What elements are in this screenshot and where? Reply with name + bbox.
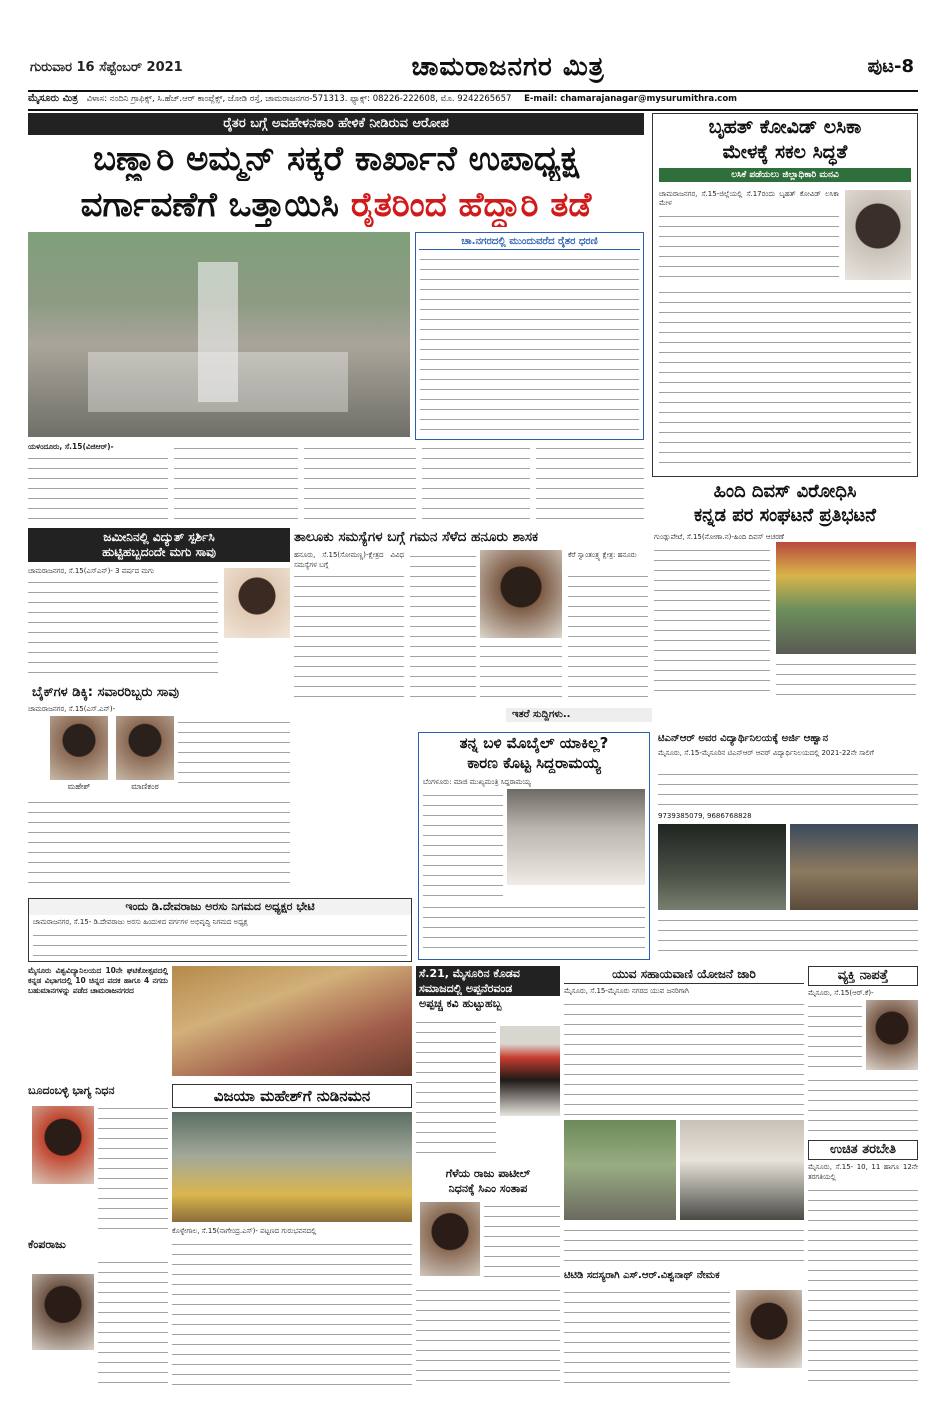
vijaya-body-start: ಕೊಳ್ಳೇಗಾಲ, ಸೆ.15(ನಾಗೇಂದ್ರ.ಎಸ್)- ಪಟ್ಟಣದ ಗುರುಭವನದಲ್ಲಿ xyxy=(172,1227,317,1235)
lead-body-start: ಯಳಂದೂರು, ಸೆ.15(ವಿಜಿಆರ್)- xyxy=(28,442,114,451)
hindi-body-start: ಗುಂಡ್ಲುಪೇಟೆ, ಸೆ.15(ನೋಣಾ.ನ)-ಹಿಂದಿ ದಿವಸ್ ಆಚರಣೆ xyxy=(654,533,784,541)
lead-kicker: ರೈತರ ಬಗ್ಗೆ ಅವಹೇಳನಕಾರಿ ಹೇಳಿಕೆ ನೀಡಿರುವ ಆರೋಪ xyxy=(28,113,644,135)
issue-date: ಗುರುವಾರ 16 ಸೆಪ್ಟೆಂಬರ್ 2021 xyxy=(30,60,183,75)
hostel-photo-1 xyxy=(658,824,786,910)
taluk-col3-start: ಕೆರೆ ಸ್ವಾಂತಂತ್ರ್ಯ ಕ್ಷೇತ್ರ: ಹನೂರು xyxy=(568,551,637,559)
training-story xyxy=(808,1140,918,1390)
siddu-story xyxy=(418,732,650,960)
page-header xyxy=(28,52,918,92)
obit-1-photo xyxy=(32,1106,94,1184)
covid-headline-2: ಮೇಳಕ್ಕೆ ಸಕಲ ಸಿದ್ಧತೆ xyxy=(722,141,848,163)
obit-2 xyxy=(28,1238,168,1388)
bike-story xyxy=(28,684,290,894)
kodava-headline-1: ಸೆ.21, ಮೈಸೂರಿನ ಕೊಡವ xyxy=(416,966,560,981)
lead-headline-2a: ವರ್ಗಾವಣೆಗೆ ಒತ್ತಾಯಿಸಿ xyxy=(80,185,339,225)
victim-caption-2: ಮಾಣಿಕಂಠ xyxy=(131,782,159,791)
contact-email: E-mail: chamarajanagar@mysurumithra.com xyxy=(524,94,738,104)
hindi-headline-2: ಕನ್ನಡ ಪರ ಸಂಘಟನೆ ಪ್ರತಿಭಟನೆ xyxy=(693,505,877,526)
covid-story xyxy=(652,113,918,477)
taluk-headline: ತಾಲೂಕು ಸಮಸ್ಯೆಗಳ ಬಗ್ಗೆ ಗಮನ ಸೆಳೆದ ಹನೂರು ಶಾಸಕ xyxy=(294,529,539,545)
vijaya-photo xyxy=(172,1112,412,1222)
univ-photo xyxy=(172,966,412,1076)
taluk-story xyxy=(294,528,648,704)
lead-sidebox xyxy=(415,232,644,440)
gelaya-headline-1: ಗೆಳೆಯ ರಾಜು ಪಾಟೀಲ್ xyxy=(445,1167,531,1180)
electric-body-start: ಚಾಮರಾಜನಗರ, ಸೆ.15(ಎಸ್‌ಎನ್)- 3 ವರ್ಷದ ಮಗು xyxy=(28,567,155,575)
electric-headline-1: ಜಮೀನಿನಲ್ಲಿ ವಿದ್ಯುತ್ ಸ್ಪರ್ಶಿಸಿ xyxy=(103,530,215,544)
lead-headline-1: ಬಣ್ಣಾರಿ ಅಮ್ಮನ್ ಸಕ್ಕರೆ ಕಾರ್ಖಾನೆ ಉಪಾಧ್ಯಕ್ಷ xyxy=(92,139,579,179)
ttd-photo xyxy=(736,1290,802,1368)
child-photo xyxy=(224,568,290,638)
taluk-body-start: ಹನೂರು, ಸೆ.15(ಸೋಮಣ್ಣ)-ಕ್ಷೇತ್ರದ ವಿವಿಧ ಸಮಸ್ಯೆಗಳ ಬಗ್ಗೆ xyxy=(294,551,404,569)
hostel-photo-2 xyxy=(790,824,918,910)
mla-photo xyxy=(480,550,562,638)
tnr-phone: 9739385079, 9686768828 xyxy=(658,812,752,820)
misc-label: ಇತರೆ ಸುದ್ದಿಗಳು.. xyxy=(506,708,652,722)
protest-group-photo xyxy=(776,542,916,654)
sidebox-title: ಚಾ.ನಗರದಲ್ಲಿ ಮುಂದುವರೆದ ರೈತರ ಧರಣಿ xyxy=(419,236,640,250)
lead-headline-2 xyxy=(28,183,644,227)
missing-story xyxy=(808,966,918,1136)
victim-photo-2 xyxy=(116,716,174,780)
kodava-story xyxy=(416,966,560,1164)
bike-headline: ಬೈಕ್‌ಗಳ ಡಿಕ್ಕಿ: ಸವಾರರಿಬ್ಬರು ಸಾವು xyxy=(32,685,179,700)
notice-box xyxy=(28,898,412,962)
gelaya-headline-2: ನಿಧನಕ್ಕೆ ಸಿಎಂ ಸಂತಾಪ xyxy=(448,1182,528,1195)
page-number: ಪುಟ-8 xyxy=(867,56,914,77)
helpline-photo-1 xyxy=(564,1120,676,1220)
contact-address: ವಿಳಾಸ: ನಂದಿನಿ ಗ್ರಾಫಿಕ್ಸ್, ಸಿ.ಹೆಚ್.ಆರ್ ಕಾಂಪ್ಲೆಕ್ಸ್, ಜೋಡಿ ರಸ್ತೆ, ಚಾಮರಾಜನಗರ-571313. ಫ್ಯಾಕ್ಸ್: 08226-222608, ಮೊ. 9242265657 xyxy=(86,94,512,104)
masthead-title: ಚಾಮರಾಜನಗರ ಮಿತ್ರ xyxy=(411,52,605,82)
bike-body-start: ಚಾಮರಾಜನಗರ, ಸೆ.15(ಎಸ್.ಎನ್)- xyxy=(28,705,116,713)
notice-body: ಚಾಮರಾಜನಗರ, ಸೆ.15- ಡಿ.ದೇವರಾಜು ಅರಸು ಹಿಂದುಳಿದ ವರ್ಗಗಳ ಅಭಿವೃದ್ಧಿ ನಿಗಮದ ಅಧ್ಯಕ್ಷ xyxy=(33,918,248,926)
victim-photo-1 xyxy=(50,716,108,780)
helpline-story xyxy=(564,966,804,1266)
brand-name: ಮೈಸೂರು ಮಿತ್ರ xyxy=(28,93,78,104)
covid-body-start: ಚಾಮರಾಜನಗರ, ಸೆ.15-ಜಿಲ್ಲೆಯಲ್ಲಿ ಸೆ.17ರಂದು ಬೃಹತ್ ಕೋವಿಡ್ ಲಸಿಕಾ ಮೇಳ xyxy=(659,190,839,207)
kodava-photo xyxy=(500,1026,560,1116)
vijaya-story xyxy=(172,1084,412,1390)
siddu-headline-1: ತನ್ನ ಬಳಿ ಮೊಬೈಲ್ ಯಾಕಿಲ್ಲ? xyxy=(459,734,609,752)
lead-headline-2b: ರೈತರಿಂದ ಹೆದ್ದಾರಿ ತಡೆ xyxy=(350,185,592,225)
ttd-story xyxy=(564,1268,804,1390)
hindi-story xyxy=(652,480,918,702)
electric-headline-2: ಹುಟ್ಟಿಹಬ್ಬದಂದೇ ಮಗು ಸಾವು xyxy=(102,545,216,559)
obit-2-title: ಕೆಂಪರಾಜು xyxy=(28,1238,66,1251)
univ-story xyxy=(28,966,168,1050)
contact-strip xyxy=(28,93,918,107)
missing-body-start: ಮೈಸೂರು, ಸೆ.15(ಆರ್.ಕೆ)- xyxy=(808,989,874,997)
univ-text: ಮೈಸೂರು ವಿಶ್ವವಿದ್ಯಾನಿಲಯದ 10ನೇ ಘಟಿಕೋತ್ಸವದಲ್ಲಿ ಕನ್ನಡ ವಿಭಾಗದಲ್ಲಿ 10 ಚಿನ್ನದ ಪದಕ ಹಾಗೂ 4 ನಗದು ಬಹುಮಾನಗಳನ್ನು ಪಡೆದ ಚಾಮರಾಜನಗರದ xyxy=(28,966,168,995)
vijaya-headline: ವಿಜಯಾ ಮಹೇಶ್‌ಗೆ ನುಡಿನಮನ xyxy=(172,1084,412,1108)
hindi-headline-1: ಹಿಂದಿ ದಿವಸ್ ವಿರೋಧಿಸಿ xyxy=(713,481,857,502)
obit-1 xyxy=(28,1084,168,1234)
register-mark-icon xyxy=(440,1404,500,1412)
helpline-body-start: ಮೈಸೂರು, ಸೆ.15-ಮೈಸೂರು ನಗರದ ಯುವ ಜನರಿಗಾಗಿ xyxy=(564,987,689,995)
helpline-headline: ಯುವ ಸಹಾಯವಾಣಿ ಯೋಜನೆ ಜಾರಿ xyxy=(564,966,804,984)
siddu-headline-2: ಕಾರಣ ಕೊಟ್ಟ ಸಿದ್ದರಾಮಯ್ಯ xyxy=(467,754,601,772)
siddaramaiah-photo xyxy=(507,789,645,885)
missing-person-photo xyxy=(866,1000,918,1070)
helpline-photo-2 xyxy=(680,1120,804,1220)
kodava-headline-2: ಸಮಾಜದಲ್ಲಿ ಅಪ್ಪನೆರವಂಡ xyxy=(416,981,560,996)
kodava-headline-3: ಅಪ್ಪಚ್ಚ ಕವಿ ಹುಟ್ಟುಹಬ್ಬ xyxy=(419,997,502,1010)
tnr-body-start: ಮೈಸೂರು, ಸೆ.15-ಮೈಸೂರಿನ ಟಿಎನ್‌ಆರ್ ಆವರ್ ವಿದ್ಯಾರ್ಥಿನಿಲಯದಲ್ಲಿ 2021-22ನೇ ಸಾಲಿಗೆ xyxy=(658,749,874,757)
gelaya-photo xyxy=(420,1202,480,1276)
protest-photo xyxy=(28,232,410,437)
covid-kicker: ಲಸಿಕೆ ಪಡೆಯಲು ಜಿಲ್ಲಾಧಿಕಾರಿ ಮನವಿ xyxy=(659,168,911,182)
electric-story xyxy=(28,528,290,680)
ttd-headline: ಟಿಟಿಡಿ ಸದಸ್ಯರಾಗಿ ಎಸ್.ಆರ್.ವಿಶ್ವನಾಥ್ ನೇಮಕ xyxy=(564,1270,720,1281)
lead-body xyxy=(28,442,644,524)
dc-photo xyxy=(845,190,911,280)
missing-headline: ವ್ಯಕ್ತಿ ನಾಪತ್ತೆ xyxy=(808,966,918,986)
siddu-body-start: ಬೆಂಗಳೂರು: ಮಾಜಿ ಮುಖ್ಯಮಂತ್ರಿ ಸಿದ್ದರಾಮಯ್ಯ xyxy=(423,778,531,786)
covid-headline-1: ಬೃಹತ್ ಕೋವಿಡ್ ಲಸಿಕಾ xyxy=(708,116,862,138)
tnr-story xyxy=(658,732,918,957)
victim-caption-1: ಮಹೇಶ್ xyxy=(67,782,91,791)
gelaya-story xyxy=(416,1166,560,1390)
training-headline: ಉಚಿತ ತರಬೇತಿ xyxy=(808,1140,918,1160)
obit-2-photo xyxy=(32,1274,94,1350)
obit-1-title: ಬೂದಂಬಳ್ಳಿ ಭಾಗ್ಯ ನಿಧನ xyxy=(28,1084,115,1097)
notice-title: ಇಂದು ಡಿ.ದೇವರಾಜು ಅರಸು ನಿಗಮದ ಅಧ್ಯಕ್ಷರ ಭೇಟಿ xyxy=(29,899,411,915)
training-body-start: ಮೈಸೂರು, ಸೆ.15- 10, 11 ಹಾಗೂ 12ನೇ ತರಗತಿಯಲ್ಲಿ xyxy=(808,1163,918,1181)
tnr-headline: ಟಿಎನ್‌ಆರ್ ಅವರ ವಿದ್ಯಾರ್ಥಿನಿಲಯಕ್ಕೆ ಅರ್ಜಿ ಆಹ್ವಾನ xyxy=(658,733,829,744)
